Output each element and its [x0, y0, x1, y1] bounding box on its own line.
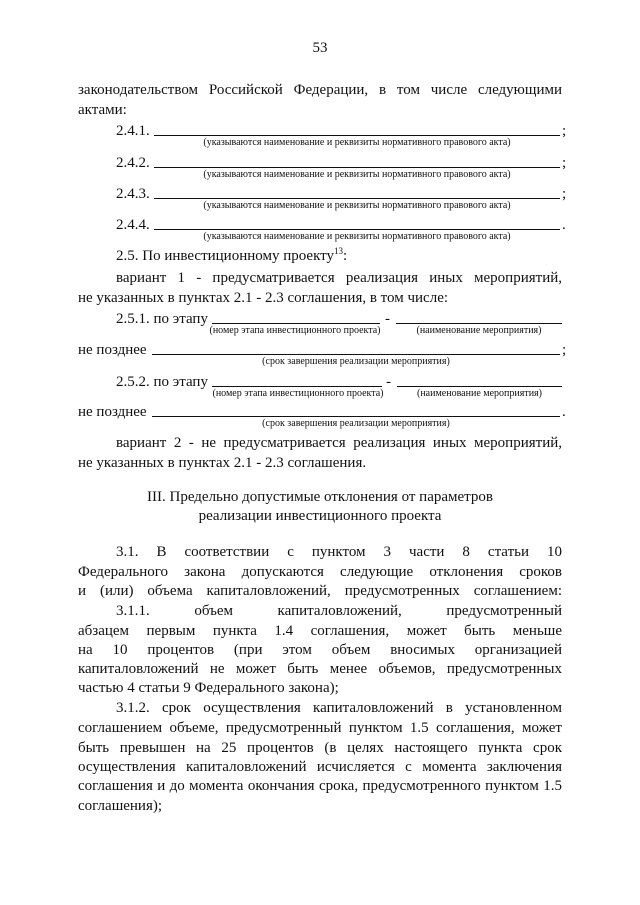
p31-line-3: и (или) объема капиталовложений, предусмотренных соглашением: [78, 583, 562, 599]
p311-line-5: частью 4 статьи 9 Федерального закона); [78, 680, 339, 696]
stage-number-line [212, 323, 380, 324]
p31-line-2: Федерального закона допускаются следующие отклонения сроков [78, 564, 562, 580]
act-number: 2.4.4. [116, 217, 150, 233]
act-end-punct: . [562, 217, 566, 233]
section-2-5-heading: 2.5. По инвестиционному проекту$^{13}$: [116, 246, 348, 264]
deadline-label: не позднее [78, 342, 147, 358]
deadline-line [152, 354, 560, 355]
deadline-label: не позднее [78, 404, 147, 420]
p312-line-2: соглашением объеме, предусмотренный пунктом 1.5 соглашения, может [78, 720, 562, 736]
stage-event-caption: (наименование мероприятия) [416, 325, 542, 336]
intro-line-1: законодательством Российской Федерации, в том числе следующими [78, 82, 562, 98]
act-end-punct: ; [562, 155, 567, 171]
intro-line-2: актами: [78, 102, 127, 118]
p31-line-1: 3.1. В соответствии с пунктом 3 части 8 статьи 10 [116, 544, 562, 560]
variant-1-line-1: вариант 1 - предусматривается реализация иных мероприятий, [116, 270, 562, 286]
stage-event-line [397, 386, 562, 387]
p312-line-3: быть превышен на 25 процентов (в целях настоящего пункта срок [78, 740, 562, 756]
p312-line-4: осуществления капиталовложений исчисляется с момента заключения [78, 759, 562, 775]
act-number: 2.4.1. [116, 123, 150, 139]
act-caption: (указываются наименование и реквизиты нормативного правового акта) [203, 200, 511, 211]
p311-line-2: абзацем первым пункта 1.4 соглашения, может быть меньше [78, 623, 562, 639]
p312-line-1: 3.1.2. срок осуществления капиталовложений в установленном [116, 700, 562, 716]
footnote-ref: 13 [334, 246, 344, 256]
act-caption: (указываются наименование и реквизиты нормативного правового акта) [203, 169, 511, 180]
variant-2-line-2: не указанных в пунктах 2.1 - 2.3 соглашения. [78, 455, 367, 471]
act-blank-line [154, 167, 560, 168]
deadline-caption: (срок завершения реализации мероприятия) [262, 418, 450, 429]
deadline-end-punct: ; [562, 342, 567, 358]
p312-line-6: соглашения); [78, 798, 163, 814]
act-caption: (указываются наименование и реквизиты нормативного правового акта) [203, 137, 511, 148]
stage-event-line [396, 323, 562, 324]
section-3-title-line-1: III. Предельно допустимые отклонения от параметров [147, 489, 493, 505]
act-number: 2.4.2. [116, 155, 150, 171]
deadline-end-punct: . [562, 404, 566, 420]
p312-line-5: соглашения и до момента окончания срока, предусмотренного пунктом 1.5 [78, 778, 562, 794]
stage-number-caption: (номер этапа инвестиционного проекта) [209, 325, 381, 336]
act-end-punct: ; [562, 123, 567, 139]
stage-number-line [212, 386, 382, 387]
variant-1-line-2: не указанных в пунктах 2.1 - 2.3 соглашения, в том числе: [78, 290, 449, 306]
stage-dash: - [386, 374, 391, 390]
act-blank-line [154, 135, 560, 136]
stage-label: 2.5.1. по этапу [116, 311, 208, 327]
variant-2-line-1: вариант 2 - не предусматривается реализация иных мероприятий, [116, 435, 562, 451]
p311-line-3: на 10 процентов (при этом объем вносимых организацией [78, 642, 562, 658]
act-caption: (указываются наименование и реквизиты нормативного правового акта) [203, 231, 511, 242]
deadline-line [152, 416, 560, 417]
stage-number-caption: (номер этапа инвестиционного проекта) [212, 388, 384, 399]
act-end-punct: ; [562, 186, 567, 202]
page-number: 53 [312, 40, 328, 56]
p311-line-4: капиталовложений не может быть менее объемов, предусмотренных [78, 661, 562, 677]
act-blank-line [154, 229, 560, 230]
act-number: 2.4.3. [116, 186, 150, 202]
p311-line-1: 3.1.1. объем капиталовложений, предусмотренный [116, 603, 562, 619]
section-3-title-line-2: реализации инвестиционного проекта [198, 508, 442, 524]
act-blank-line [154, 198, 560, 199]
stage-dash: - [385, 311, 390, 327]
stage-event-caption: (наименование мероприятия) [417, 388, 542, 399]
deadline-caption: (срок завершения реализации мероприятия) [262, 356, 450, 367]
stage-label: 2.5.2. по этапу [116, 374, 208, 390]
